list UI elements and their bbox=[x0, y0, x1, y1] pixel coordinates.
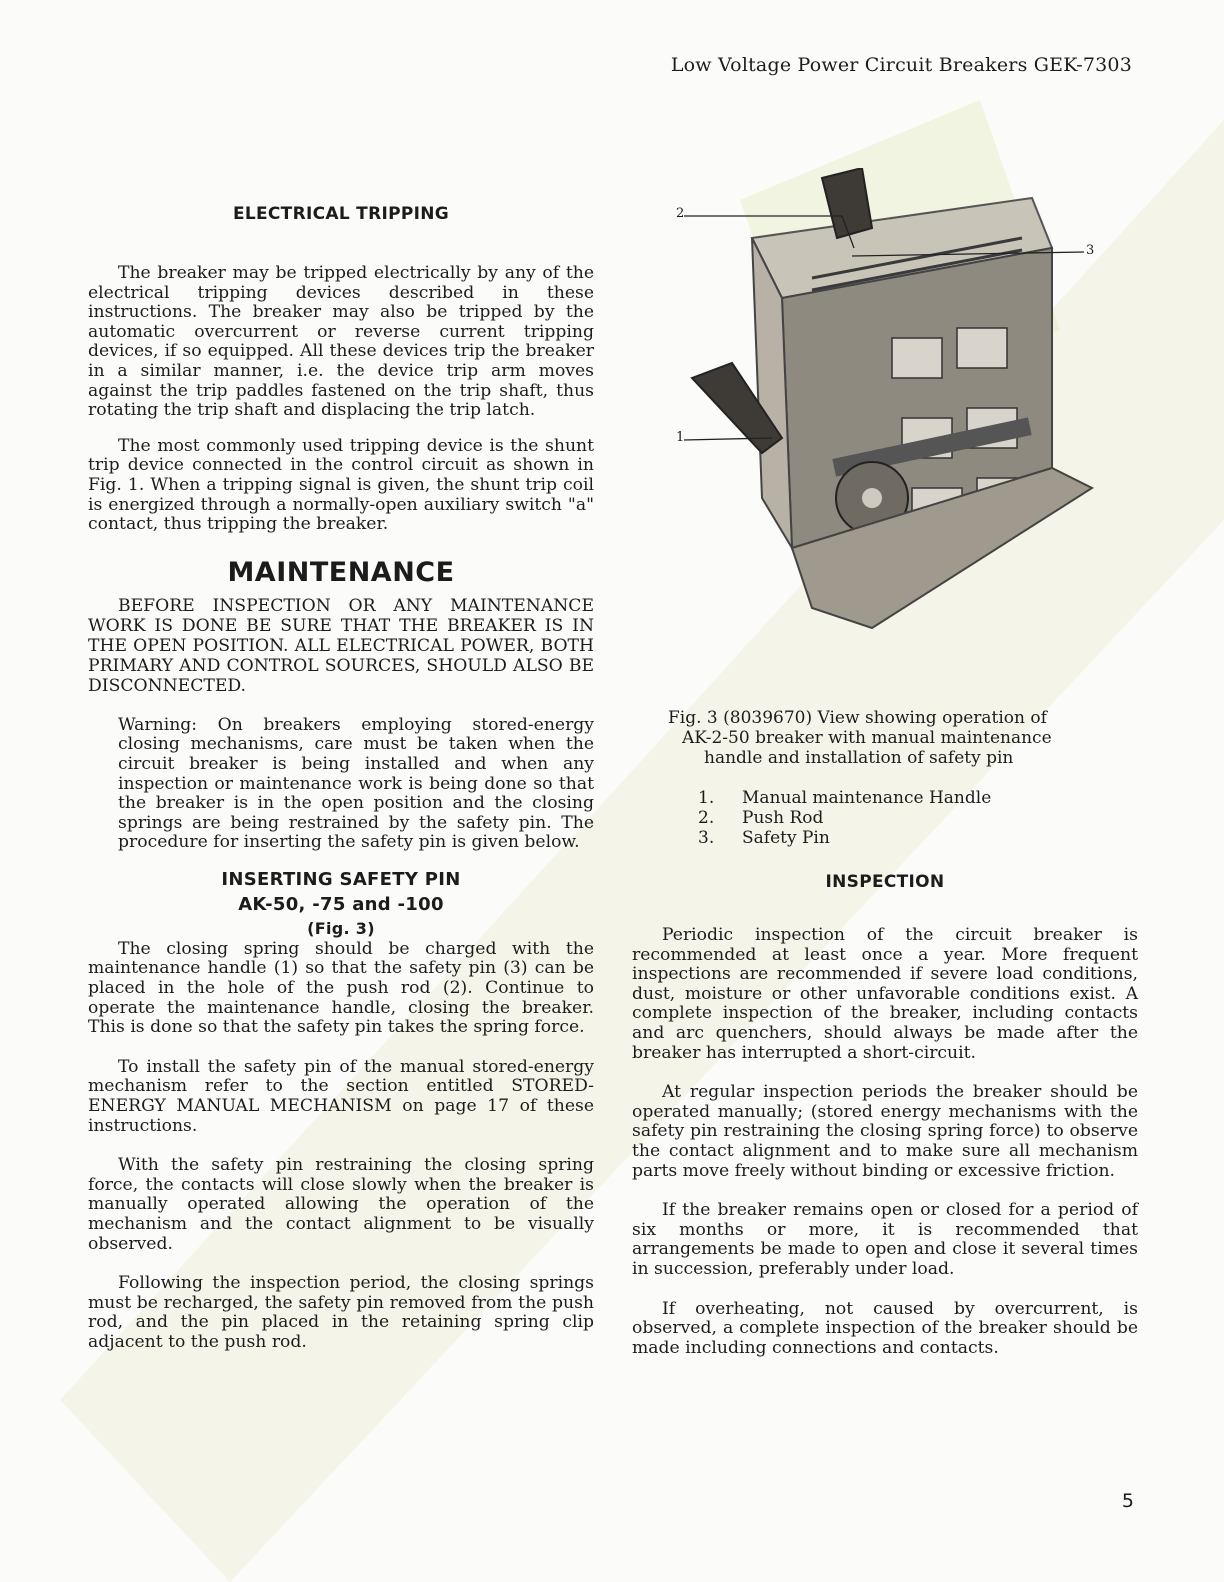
safety-pin-paragraph-3: With the safety pin restraining the closing spring force, the contacts will close slowly when the breaker is manually operated allowing the operation of the mechanism and the contact alignment to be visually observed. bbox=[88, 1155, 594, 1254]
maintenance-heading: MAINTENANCE bbox=[227, 556, 455, 588]
right-column bbox=[632, 708, 1138, 1358]
left-column bbox=[88, 200, 594, 1353]
legend-item: 1. Manual maintenance Handle bbox=[698, 788, 992, 808]
inspection-paragraph-2: At regular inspection periods the breaker should be operated manually; (stored energy mechanisms with the safety pin restraining the closing spring force) to observe the contact alignment and to make sure all mechanism parts move freely without binding or excessive friction. bbox=[632, 1082, 1138, 1181]
electrical-tripping-heading: ELECTRICAL TRIPPING bbox=[232, 204, 450, 224]
inspection-heading: INSPECTION bbox=[825, 872, 945, 892]
inserting-safety-pin-heading: INSERTING SAFETY PIN bbox=[221, 868, 461, 890]
callout-label-3: 3 bbox=[1086, 243, 1095, 258]
safety-pin-paragraph-4: Following the inspection period, the closing springs must be recharged, the safety pin removed from the push rod, and the pin placed in the retaining spring clip adjacent to the push rod. bbox=[88, 1273, 594, 1352]
safety-pin-paragraph-2: To install the safety pin of the manual stored-energy mechanism refer to the section entitled STORED-ENERGY MANUAL MECHANISM on page 17 of these instructions. bbox=[88, 1056, 594, 1136]
page-number: 5 bbox=[1121, 1490, 1134, 1512]
safety-pin-figure-ref: (Fig. 3) bbox=[307, 918, 375, 938]
safety-pin-paragraph-1: The closing spring should be charged with the maintenance handle (1) so that the safety pin (3) can be placed in the hole of the push rod (2). Continue to operate the maintenance handle, closing the breaker. This is done so that the safety pin takes the spring force. bbox=[88, 938, 594, 1038]
safety-pin-models-heading: AK-50, -75 and -100 bbox=[238, 893, 444, 915]
electrical-tripping-paragraph-2: The most commonly used tripping device is the shunt trip device connected in the control circuit as shown in Fig. 1. When a tripping signal is given, the shunt trip coil is energized through a normally-open auxiliary switch "a" contact, thus tripping the breaker. bbox=[88, 435, 594, 535]
figure-caption-line-1: Fig. 3 (8039670) View showing operation of bbox=[668, 708, 1047, 728]
legend-item: 2. Push Rod bbox=[698, 808, 824, 828]
inspection-paragraph-4: If overheating, not caused by overcurrent, is observed, a complete inspection of the breaker should be made including connections and contacts. bbox=[632, 1298, 1138, 1358]
callout-label-1: 1 bbox=[676, 430, 685, 445]
legend-item: 3. Safety Pin bbox=[698, 828, 830, 848]
running-header: Low Voltage Power Circuit Breakers GEK-7303 bbox=[670, 54, 1132, 76]
electrical-tripping-paragraph-1: The breaker may be tripped electrically by any of the electrical tripping devices described in these instructions. The breaker may also be tripped by the automatic overcurrent or reverse current tripping devices, if so equipped. All these devices trip the breaker in a similar manner, i.e. the device trip arm moves against the trip paddles fastened on the trip shaft, thus rotating the trip shaft and displacing the trip latch. bbox=[88, 263, 594, 421]
figure-caption-line-3: handle and installation of safety pin bbox=[704, 748, 1014, 768]
figure-caption bbox=[632, 708, 1138, 768]
breaker-illustration bbox=[672, 168, 1124, 646]
breaker-photo-figure bbox=[672, 168, 1124, 646]
maintenance-caps-notice: BEFORE INSPECTION OR ANY MAINTENANCE WORK IS DONE BE SURE THAT THE BREAKER IS IN THE OPEN POSITION. ALL ELECTRICAL POWER, BOTH PRIMARY AND CONTROL SOURCES, SHOULD ALSO BE DISCONNECTED. bbox=[88, 595, 594, 696]
figure-caption-line-2: AK-2-50 breaker with manual maintenance bbox=[682, 728, 1052, 748]
callout-label-2: 2 bbox=[676, 206, 685, 221]
maintenance-warning: Warning: On breakers employing stored-energy closing mechanisms, care must be taken when the circuit breaker is being installed and when any inspection or maintenance work is being done so that the breaker is in the open position and the closing springs are being restrained by the safety pin. The procedure for inserting the safety pin is given below. bbox=[118, 714, 594, 853]
inspection-paragraph-3: If the breaker remains open or closed for a period of six months or more, it is recommended that arrangements be made to open and close it several times in succession, preferably under load. bbox=[632, 1200, 1138, 1279]
inspection-paragraph-1: Periodic inspection of the circuit breaker is recommended at least once a year. More frequent inspections are recommended if severe load conditions, dust, moisture or other unfavorable conditions exist. A complete inspection of the breaker, including contacts and arc quenchers, should always be made after the breaker has interrupted a short-circuit. bbox=[632, 925, 1138, 1063]
figure-legend bbox=[632, 788, 1138, 848]
